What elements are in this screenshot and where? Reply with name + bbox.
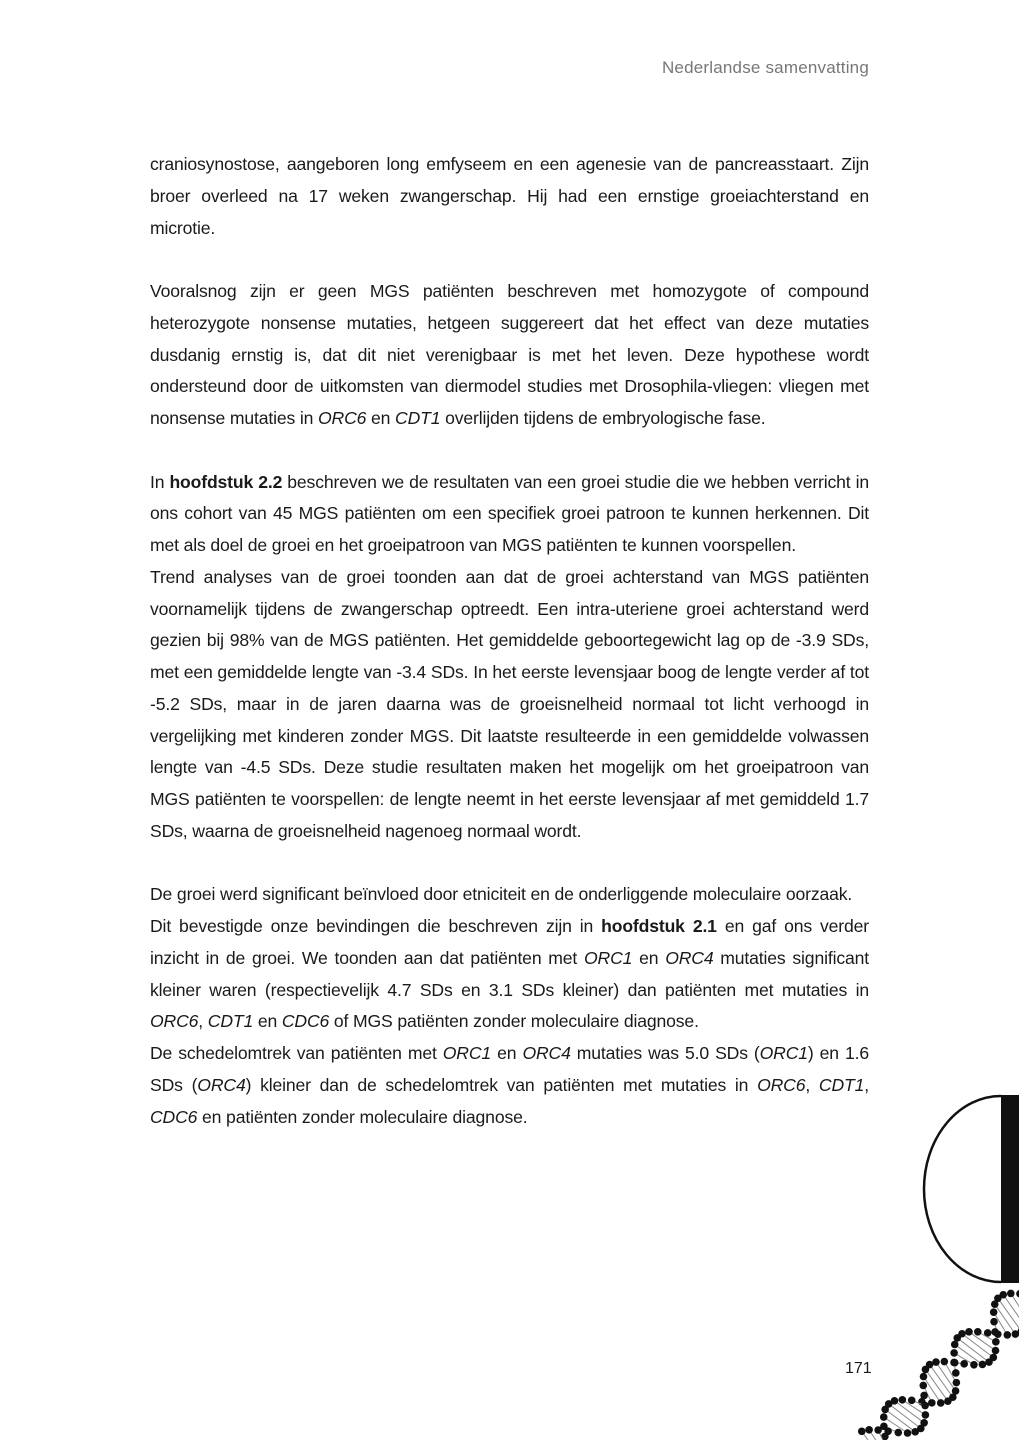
dna-node bbox=[880, 1413, 888, 1421]
text-run: De schedelomtrek van patiënten met bbox=[150, 1043, 443, 1063]
gene-name: CDT1 bbox=[207, 1011, 254, 1032]
gene-name: ORC4 bbox=[197, 1074, 246, 1095]
running-header: Nederlandse samenvatting bbox=[661, 58, 869, 77]
dna-node bbox=[921, 1402, 929, 1410]
text-run: mutaties significant kleiner waren (respectievelijk 4.7 SDs en 3.1 SDs kleiner) dan patiënten met mutaties in bbox=[150, 947, 869, 1000]
dna-node bbox=[919, 1382, 927, 1390]
dna-node bbox=[881, 1406, 889, 1414]
dna-node bbox=[922, 1366, 930, 1374]
chapter-reference: hoofdstuk 2.1 bbox=[601, 916, 717, 936]
text-run: en gaf ons verder inzicht in de groei. We toonden aan dat patiënten met bbox=[150, 916, 869, 968]
gene-name: ORC4 bbox=[665, 947, 714, 968]
dna-node bbox=[991, 1328, 999, 1336]
text-run: Trend analyses van de groei toonden aan dat de groei achterstand van MGS patiënten voornamelijk tijdens de zwangerschap optreedt. Een intra-uteriene groei achterstand werd gezien bij 98% van de MGS patiënten. Het gemiddelde geboortegewicht lag op de -3.9 SDs, met een gemiddelde lengte van -3.4 SDs. In het eerste levensjaar boog de lengte verder af tot -5.2 SDs, maar in de jaren daarna was de groeisnelheid normaal tot licht verhoogd in vergelijking met kinderen zonder MGS. Dit laatste resulteerde in een gemiddelde volwassen lengte van -4.5 SDs. Deze studie resultaten maken het mogelijk om het groeipatroon van MGS patiënten te voorspellen: de lengte neemt in het eerste levensjaar af met gemiddeld 1.7 SDs, waarna de groeisnelheid nagenoeg normaal wordt. bbox=[150, 566, 869, 841]
gene-name: ORC4 bbox=[522, 1043, 571, 1063]
dna-node bbox=[965, 1328, 973, 1336]
dna-node bbox=[894, 1429, 902, 1437]
dna-node bbox=[992, 1347, 1000, 1355]
dna-node bbox=[858, 1428, 866, 1436]
dna-node bbox=[944, 1397, 952, 1405]
text-run: In bbox=[150, 471, 170, 492]
page-number: 171 bbox=[845, 1360, 872, 1377]
dna-node bbox=[928, 1399, 936, 1407]
dna-rung bbox=[923, 1377, 940, 1403]
dna-rung bbox=[1003, 1295, 1019, 1326]
gene-name: CDC6 bbox=[150, 1106, 198, 1127]
dna-node bbox=[908, 1397, 916, 1405]
dna-node bbox=[953, 1334, 961, 1342]
dna-node bbox=[990, 1318, 998, 1326]
dna-rung bbox=[998, 1298, 1019, 1331]
dna-node bbox=[950, 1349, 958, 1357]
dna-node bbox=[941, 1358, 949, 1366]
text-run: , bbox=[864, 1074, 869, 1095]
dna-node bbox=[874, 1426, 882, 1434]
text-run: De groei werd significant beïnvloed door etniciteit en de onderliggende moleculaire oorzaak. bbox=[150, 884, 853, 905]
text-run: en bbox=[491, 1043, 523, 1063]
dna-node bbox=[979, 1361, 987, 1369]
dna-node bbox=[911, 1428, 919, 1436]
dna-node bbox=[950, 1359, 958, 1367]
text-run: overlijden tijdens de embryologische fase. bbox=[440, 408, 766, 428]
gene-name: ORC1 bbox=[442, 1043, 492, 1063]
dna-node bbox=[865, 1426, 873, 1434]
text-run: mutaties was 5.0 SDs ( bbox=[570, 1043, 760, 1063]
gene-name: ORC6 bbox=[757, 1074, 806, 1095]
dna-node bbox=[992, 1338, 1000, 1346]
half-circle-tab-icon bbox=[924, 1095, 1019, 1283]
text-run: craniosynostose, aangeboren long emfyseem en een agenesie van de pancreasstaart. Zijn broer overleed na 17 weken zwangerschap. Hij had een ernstige groeiachterstand en microtie. bbox=[150, 154, 869, 238]
dna-node bbox=[899, 1396, 907, 1404]
text-run: en bbox=[632, 947, 666, 968]
text-run: en bbox=[253, 1011, 282, 1032]
dna-node bbox=[952, 1369, 960, 1377]
text-run: of MGS patiënten zonder moleculaire diagnose. bbox=[329, 1011, 699, 1032]
dna-node bbox=[991, 1300, 999, 1308]
dna-node bbox=[974, 1328, 982, 1336]
dna-node bbox=[951, 1341, 959, 1349]
dna-node bbox=[1004, 1331, 1012, 1339]
dna-node bbox=[1007, 1290, 1015, 1298]
text-run: , bbox=[198, 1011, 208, 1032]
dna-node bbox=[922, 1411, 930, 1419]
text-run: ) kleiner dan de schedelomtrek van patiënten met mutaties in bbox=[245, 1074, 758, 1095]
dna-node bbox=[953, 1379, 961, 1387]
text-run: , bbox=[805, 1074, 819, 1095]
text-run: beschreven we de resultaten van een groei studie die we hebben verricht in ons cohort van 45 MGS patiënten om een specifiek groei patroon te kunnen herkennen. Dit met als doel de groei en het groeipatroon van MGS patiënten te kunnen voorspellen. bbox=[150, 471, 869, 555]
text-run: en patiënten zonder moleculaire diagnose. bbox=[197, 1106, 528, 1127]
gene-name: ORC1 bbox=[759, 1043, 808, 1063]
dna-helix-icon bbox=[858, 1290, 1019, 1440]
dna-node bbox=[970, 1361, 978, 1369]
gene-name: CDT1 bbox=[395, 408, 441, 428]
text-run: en bbox=[366, 408, 396, 428]
gene-name: CDT1 bbox=[818, 1074, 865, 1095]
text-run: Dit bevestigde onze bevindingen die beschreven zijn in bbox=[150, 916, 602, 936]
gene-name: CDC6 bbox=[281, 1011, 330, 1032]
dna-node bbox=[937, 1399, 945, 1407]
gene-name: ORC1 bbox=[583, 947, 633, 968]
text-run: Vooralsnog zijn er geen MGS patiënten beschreven met homozygote of compound heterozygote nonsense mutaties, hetgeen suggereert dat het effect van deze mutaties dusdanig ernstig is, dat dit niet verenigbaar is met het leven. Deze hypothese wordt ondersteund door de uitkomsten van diermodel studies met Drosophila-vliegen: vliegen met nonsense mutaties in bbox=[150, 281, 869, 428]
dna-node bbox=[1012, 1330, 1019, 1338]
dna-node bbox=[985, 1358, 993, 1366]
chapter-reference: hoofdstuk 2.2 bbox=[169, 471, 283, 492]
dna-node bbox=[960, 1360, 968, 1368]
dna-node bbox=[904, 1429, 912, 1437]
dna-node bbox=[990, 1308, 998, 1316]
dna-node bbox=[920, 1373, 928, 1381]
gene-name: ORC6 bbox=[150, 1011, 199, 1032]
gene-name: ORC6 bbox=[318, 408, 367, 428]
text-run: ) en 1.6 SDs ( bbox=[150, 1043, 870, 1095]
